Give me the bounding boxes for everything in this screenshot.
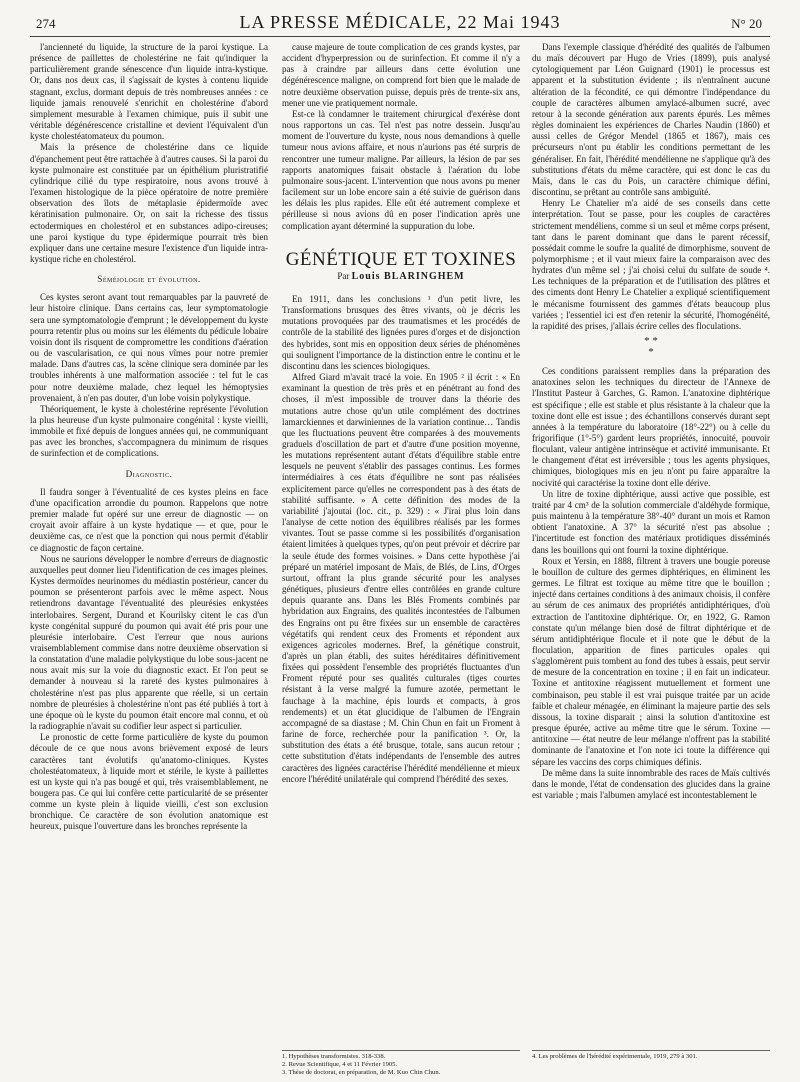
paragraph: Il faudra songer à l'éventualité de ces kystes pleins en face d'une opacification arrondie du poumon. Rappelons que notre premier malade fut opéré sur une erreur de diagnostic — on croyait avoir affaire à un kyste hydatique — et que, pour le deuxième cas, ce n'est que la ponction qui nous permit d'établir ce diagnostic de façon certaine.: [30, 486, 268, 553]
paragraph: Le pronostic de cette forme particulière de kyste du poumon découle de ce que nous avons brièvement exposé de leurs caractères tant évolutifs qu'anatomo-cliniques. Kystes cholestéatomateux, à liquide mort et stérile, le kyste à paillettes est un kyste qui n'a pas bougé et qui, très vraisemblablement, ne bougera pas. Ce qui lui confère cette particularité de se présenter comme un kyste plein à liquide vieilli, c'est son exclusion bronchique. Ce caractère de son évolution anatomique est heureux, puisque l'ouverture dans les bronches représente la: [30, 732, 268, 832]
article-title: GÉNÉTIQUE ET TOXINES: [285, 248, 517, 270]
column-2: [282, 42, 520, 785]
issue-number: N° 20: [731, 16, 762, 31]
paragraph: Ces conditions paraissent remplies dans la préparation des anatoxines selon les techniques du directeur de l'Annexe de l'Institut Pasteur à Garches, G. Ramon. L'anatoxine diphtérique est spécifique ; elle est stable et plus résistante à la chaleur que la toxine dont elle est issue ; des échantillons conservés durant sept années à la température du laboratoire (18°-22°) ou à celle du frigorifique (1°-5°) gardent leurs propriétés, innocuité, pouvoir floculant, valeur antigène intrinsèque et activité immunisante. Et le changement d'état est irréversible ; tous les agents physiques, chimiques, biologiques mis en jeu n'ont pu faire apparaître la nocivité qui caractérise la toxine dont elle dérive.: [532, 366, 770, 488]
footnote: 2. Revue Scientifique, 4 et 11 Février 1905.: [282, 1061, 398, 1068]
paragraph: Henry Le Chatelier m'a aidé de ses conseils dans cette interprétation. Tout se passe, pour les couples de caractères strictement mendéliens, comme si un seul et même corps présent, tant dans le parent dominant que dans le parent récessif, possédait comme le soufre la qualité de dimorphisme, souvent de polymorphisme ; et il vaut mieux faire la comparaison avec des hydrates d'un même sel ; j'ai choisi celui du sulfate de soude ⁴. Les techniques de la préparation et de l'utilisation des plâtres et des ciments dont Henry Le Chatelier a expliqué scientifiquement le mécanisme fournissent des gammes d'états beaucoup plus variées ; l'essentiel ici est d'en retenir la sécurité, l'homogénéité, la rapidité des prises, j'allais écrire celles des floculations.: [532, 198, 770, 331]
footnotes-column-2: [282, 1050, 520, 1077]
paragraph: Ces kystes seront avant tout remarquables par la pauvreté de leur histoire clinique. Dans certains cas, leur symptomatologie sera une symptomatologie d'emprunt ; le développement du kyste pourra retentir plus ou moins sur les éléments du pédicule lobaire voisin dont ils risquent de compromettre les conditions d'aération ou de vascularisation, ce qui nous vîmes pour notre premier malade. Dans d'autres cas, la scène clinique sera dominée par les troubles inhérents à une malformation associée : tel fut le cas pour notre deuxième malade, chez lequel les hémoptysies provenaient, à n'en pas douter, d'un lobe voisin polykystique.: [30, 292, 268, 403]
footnote: 1. Hypothèses transformistes. 318-338.: [282, 1053, 386, 1060]
footnotes-column-3: [532, 1050, 770, 1061]
paragraph: Est-ce là condamner le traitement chirurgical d'exérèse dont nous rapportons un cas. Tel n'est pas notre dessein. Jusqu'au moment de l'ouverture du kyste, nous nous demandions à quelle tumeur nous avions affaire, et nous n'aurions pas été surpris de rencontrer une tumeur maligne. Par ailleurs, la lésion de par ses rapports anatomiques faisait obstacle à l'aération du lobe pulmonaire sous-jacent. L'intervention que nous avons pu mener facilement sur un lobe encore sain a été suivie de guérison dans les délais les plus rapides. Elle eût été autrement complexe et périlleuse si nous avions dû en poser l'indication après une complication ayant déterminé la suppuration du lobe.: [282, 108, 520, 231]
footnote: 3. Thèse de doctorat, en préparation, de M. Kuo Chin Chun.: [282, 1069, 441, 1076]
paragraph: Mais la présence de cholestérine dans ce liquide d'épanchement peut être rattachée à d'autres causes. Si la paroi du kyste pulmonaire est constituée par un épithélium pluristratifié cylindrique cilié du type respiratoire, nous avons trouvé à l'examen histologique de la pièce opératoire de notre première observation des îlots de métaplasie épidermoïde avec kératinisation pulmonaire. Or, on sait la richesse des tissus ectodermiques en cholestérol et en substances adipo-cireuses; une paroi kystique du type épidermique pourrait très bien expliquer dans une certaine mesure l'existence d'un liquide intra-kystique riche en cholestérol.: [30, 142, 268, 264]
page-number: 274: [36, 16, 56, 31]
page-header: [0, 12, 800, 34]
column-1: [30, 42, 268, 833]
author-name: Louis BLARINGHEM: [351, 270, 465, 282]
byline-par: Par: [337, 270, 350, 281]
paragraph: Nous ne saurions développer le nombre d'erreurs de diagnostic auxquelles peut donner lieu l'identification de ces images pleines. Kystes dermoïdes neurinomes du médiastin postérieur, cancer du poumon se présenteront parfois avec le même aspect. Nous retiendrons davantage l'éventualité des pleurésies enkystées interlobaires. Sergent, Durand et Kourilsky citent le cas d'un kyste congénital suppuré du poumon qui avait été pris pour une pleurésie interlobaire. C'est l'erreur que nous aurions vraisemblablement commise dans notre deuxième observation si la constatation d'une maladie polykystique du lobe sous-jacent ne nous avait mis sur la voie du diagnostic exact. Et l'on peut se demander à nouveau si la rareté des kystes pulmonaires à cholestérine n'est pas plus apparente que réelle, si un certain nombre de pleurésies à cholestérine n'ont pas été publiés à tort à une époque où le kyste du poumon était encore mal connu, et où la radiographie n'avait su codifier leur aspect si particulier.: [30, 553, 268, 732]
paragraph: Dans l'exemple classique d'hérédité des qualités de l'albumen du maïs découvert par Hugo de Vries (1899), puis analysé cytologiquement par Léon Guignard (1901) le processus est apparent et la substitution évidente ; ils n'entraînent aucune altération de la fécondité, ce qui démontre l'indépendance du couple de caractères albumen amylacé-albumen sucré, avec retour à la seconde génération aux parents épurés. Les mêmes règles dominaient les expériences de Charles Naudin (1860) et aussi celles de Grégor Mendel (1865 et 1867), mais ces précurseurs n'ont pu établir les conditions permettant de les généraliser. En fait, l'hérédité mendélienne ne s'applique qu'à des substitutions d'états du même caractère, qui est donc le cas du Maïs, dans le cas du Pois, un caractère chimique défini, discontinu, se prêtant au contrôle sans ambiguïté.: [532, 42, 770, 198]
paragraph: cause majeure de toute complication de ces grands kystes, par accident d'hyperpression ou de surinfection. Et comme il n'y a pas à craindre par ailleurs dans cette évolution une dégénérescence maligne, on comprend fort bien que le malade de notre deuxième observation puisse, depuis près de trente-six ans, mener une vie pratiquement normale.: [282, 42, 520, 108]
header-rule: [30, 36, 770, 37]
paragraph: Théoriquement, le kyste à cholestérine représente l'évolution la plus heureuse d'un kyste pulmonaire congénital : kyste vieilli, immobile et fixé depuis de longues années qui, ne communiquant pas avec les bronches, s'accompagnera du minimum de risques de surinfection et de complications.: [30, 403, 268, 459]
paragraph: Roux et Yersin, en 1888, filtrent à travers une bougie poreuse le bouillon de culture des germes diphtériques, en éliminent les germes. Le filtrat est toxique au même titre que le bouillon ; injecté dans certaines conditions à des animaux choisis, il confère au sérum de ces animaux des propriétés antidiphtériques, d'où extraction de l'antitoxine diphtérique. Or, en 1922, G. Ramon constate qu'un mélange bien dosé de filtrat diphtérique et de sérum antidiphtérique flocule et il note que le début de la floculation, apparition de fines particules opales qui s'agglomèrent puis tombent au fond des tubes à essais, peut servir de mesure de la concentration en toxine ; il en fait un indicateur. Toxine et antitoxine réagissent mutuellement et forment une combinaison, peu stable il est vrai puisque traitée par un acide faible et chaleur ménagée, en éliminant la majeure partie des sels dissous, la toxine disparait ; ainsi la solution d'antitoxine est presque épurée, active au même titre que le sérum. Toxine — antitoxine — état neutre de leur mélange n'offrent pas la stabilité dominante de l'anatoxine et l'on note ici toute la différence qui sépare les vaccins des corps chimiques définis.: [532, 555, 770, 767]
article-byline: [282, 271, 520, 282]
paragraph: Alfred Giard m'avait tracé la voie. En 1905 ² il écrit : « En examinant la question de très près et en pénétrant au fond des choses, il m'est impossible de trouver dans la théorie des mutations autre chose qu'un utile complément des doctrines lamarckiennes et darwiniennes de la variation continue… Tandis que les fluctuations peuvent être comparées à des mouvements graduels d'oscillation de part et d'autre d'une position moyenne, les mutations représentent autant d'états d'équilibre stable entre lesquels ne peuvent s'établir des passages continus. Les formes intermédiaires à ces états d'équilibre ne sont pas réalisées explicitement parce qu'elles ne correspondent pas à des états de stabilité suffisante. » A cette définition des modes de la variabilité j'ajoutai (loc. cit., p. 329) : « J'irai plus loin dans l'analyse de cette notion des équilibres réalisés par les formes vivantes. Tout se passe comme si les possibilités d'organisation étaient limitées à quelques types, qu'on peut prévoir et décrire par la seule étude des formes voisines. » Dans cette hypothèse j'ai préparé un matériel imposant de Maïs, de Blés, de Lins, d'Orges surtout, offrant la plus grande sécurité pour les analyses génétiques, plusieurs d'entre elles contrôlées en grande culture depuis quarante ans. Dans les Blés Froments combinés par hybridation aux Engrains, des qualités incontestées de l'albumen des Engrains ont pu être fixées sur un ensemble de caractères végétatifs qui rendent ceux des Froments et répondent aux exigences agricoles modernes. Bref, la génétique construit, d'après un plan établi, des suites héréditaires définitivement fixées qui possèdent l'ensemble des propriétés fluctuantes d'un Froment réputé pour ses qualités culturales (tiges courtes résistant à la verse malgré la fumure azotée, permettant le fauchage à la machine, épis lourds et compacts, à gros rendements) et un état glucidique de l'albumen de l'Engrain accompagné de sa diastase ; M. Chin Chun en fait un Froment à farine de force, recherchée pour la panification ³. Or, la substitution des états a été brusque, totale, sans aucun retour ; cette substitution d'états indépendants de l'ensemble des autres caractères des lignées caractérise l'hérédité mendélienne et mieux encore l'hérédité unilatérale qui comprend l'hérédité des sexes.: [282, 372, 520, 784]
section-separator-stars: * * *: [644, 335, 658, 359]
section-heading-diagnostic: Diagnostic.: [125, 468, 173, 479]
paragraph: En 1911, dans les conclusions ¹ d'un petit livre, les Transformations brusques des êtres vivants, où je décris les mutations provoquées par des traumatismes et les procédés de contrôle de la stabilité des lignées pures d'orges et de disjonction des hybrides, sont mis en opposition deux séries de phénomènes qui soulignent l'importance de la distinction entre le continu et le discontinu dans les sciences biologiques.: [282, 293, 520, 371]
section-heading-semiologie: Séméiologie et évolution.: [97, 274, 201, 285]
paragraph: l'ancienneté du liquide, la structure de la paroi kystique. La présence de paillettes de cholestérine ne fait qu'indiquer la particulièrement grande sénescence d'un liquide intra-kystique. Or, dans nos deux cas, il s'agissait de kystes à contenu liquide stagnant, exclus, dormant depuis de très nombreuses années : ce liquide jamais renouvelé s'enrichit en cholestérine d'abord simplement mesurable à l'examen chimique, puis il subit une véritable dégénérescence cristalline et devient l'équivalent d'un kyste cholestéatomateux du poumon.: [30, 42, 268, 142]
footnote: 4. Les problèmes de l'hérédité expérimentale, 1919, 279 à 301.: [532, 1053, 698, 1060]
column-3: [532, 42, 770, 801]
paragraph: Un litre de toxine diphtérique, aussi active que possible, est traité par 4 cm³ de la solution commerciale d'aldéhyde formique, puis maintenu à la température 38°-40° durant un mois et Ramon obtient l'anatoxine. A 37° la sécurité n'est pas absolue ; l'incertitude est fonction des matériaux protidiques disséminés dans les bouillons qui ont fourni la toxine diphtérique.: [532, 488, 770, 555]
journal-title: LA PRESSE MÉDICALE, 22 Mai 1943: [239, 12, 561, 32]
paragraph: De même dans la suite innombrable des races de Maïs cultivés dans le monde, l'état de condensation des glucides dans la graine est variable ; mais l'albumen amylacé est incontestablement le: [532, 767, 770, 800]
